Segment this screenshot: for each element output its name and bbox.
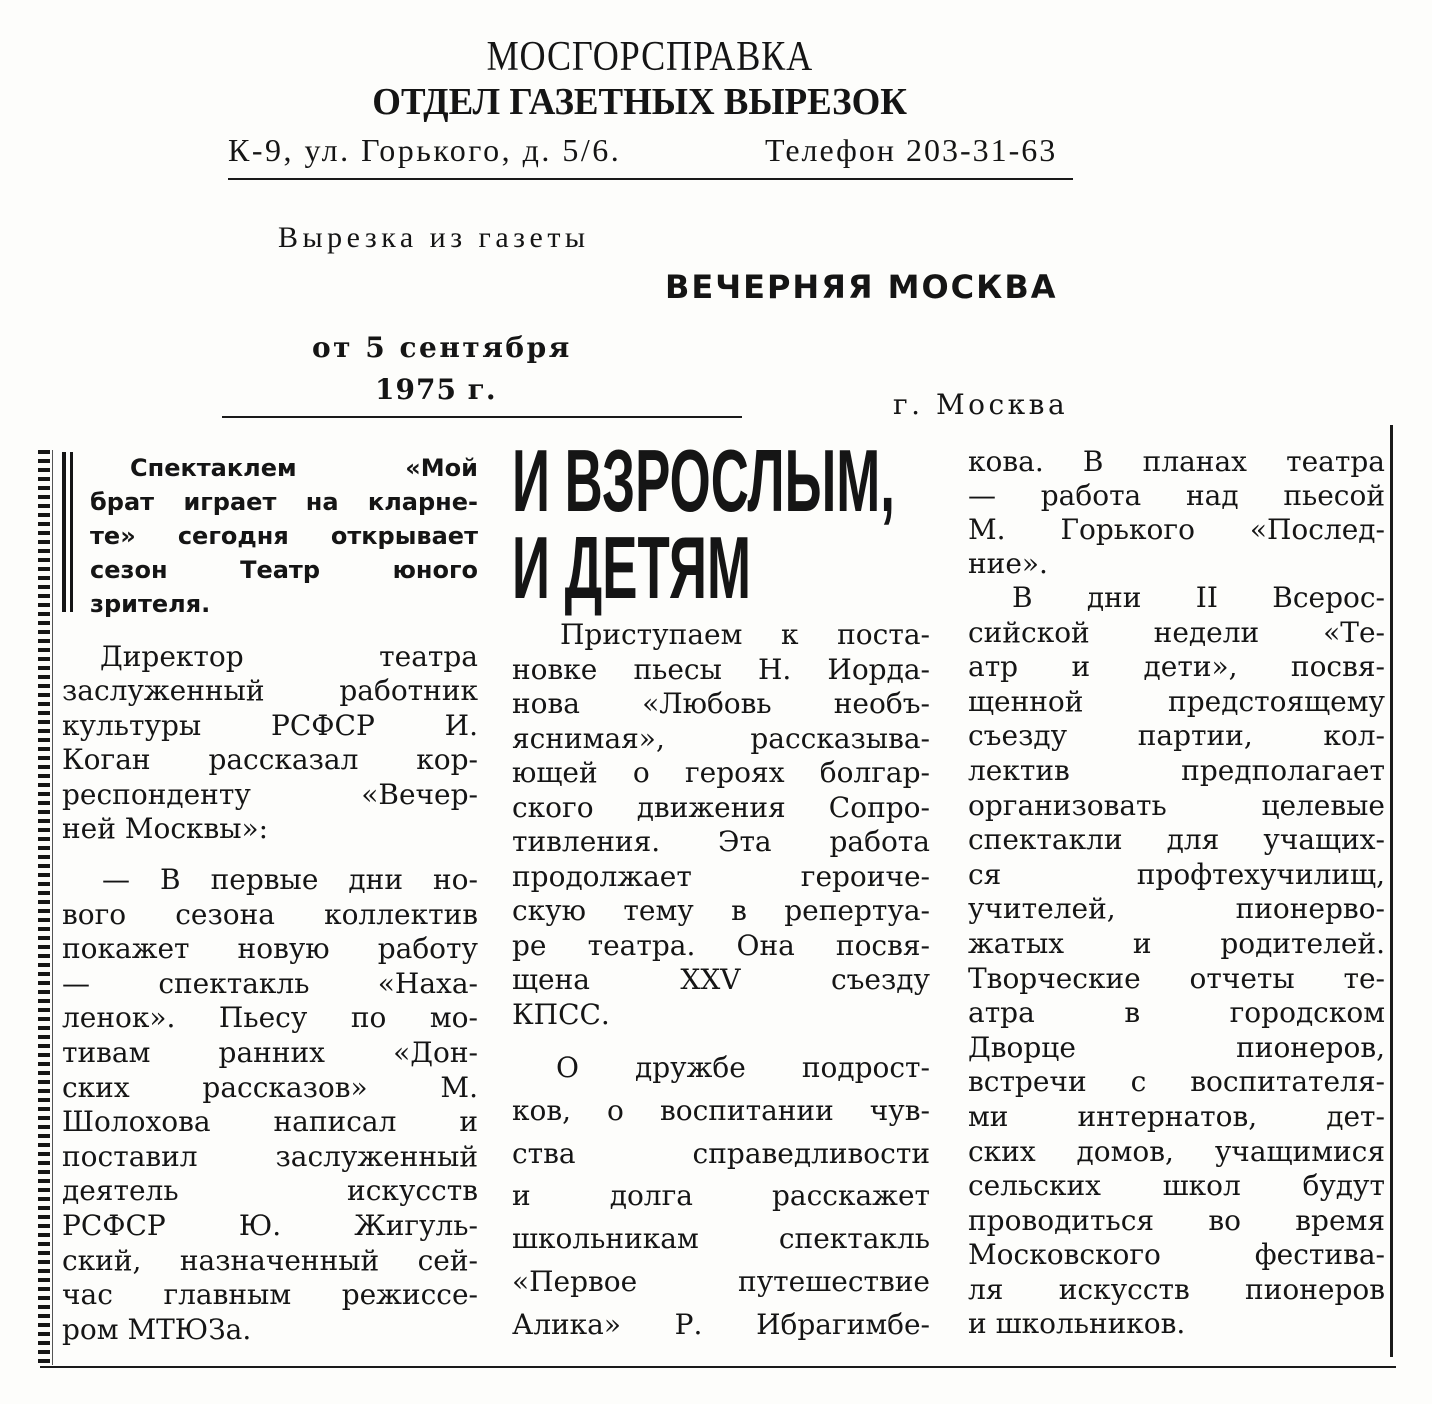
body-text-line: ских домов, учащимися — [968, 1134, 1385, 1168]
body-text-line: ром МТЮЗа. — [62, 1312, 252, 1346]
body-text-line: съезду партии, кол- — [968, 719, 1385, 753]
body-text-line: кова. В планах театра — [968, 445, 1385, 478]
body-text-line: час главным режиссе- — [62, 1278, 478, 1312]
body-text-line: Творческие отчеты те- — [968, 961, 1385, 995]
body-text-line: ней Москвы»: — [62, 811, 269, 845]
body-text-line: В дни II Всерос- — [1012, 581, 1385, 614]
body-text-line: ние». — [968, 547, 1048, 580]
body-text-line: Дворце пионеров, — [968, 1030, 1385, 1064]
paragraph — [512, 618, 930, 1032]
body-text-line: Московского фестива- — [968, 1238, 1385, 1272]
text-column-1 — [62, 0, 478, 1404]
text-column-2 — [512, 0, 930, 1404]
body-text-line: — В первые дни но- — [102, 863, 478, 896]
body-text-line: тивам ранних «Дон- — [62, 1035, 478, 1069]
body-text-line: КПСС. — [512, 997, 610, 1031]
paragraph — [62, 640, 478, 846]
body-text-line: ля искусств пионеров — [968, 1272, 1385, 1306]
paragraph — [512, 1047, 930, 1347]
body-text-line: заслуженный работник — [62, 674, 478, 708]
body-text-line: проводиться во время — [968, 1203, 1385, 1237]
body-text-line: сельских школ будут — [968, 1169, 1385, 1203]
cut-edge-right — [1390, 425, 1393, 1357]
body-text-line: Коган рассказал кор- — [62, 743, 478, 777]
body-text-line: поставил заслуженный — [62, 1139, 478, 1173]
body-text-line: организовать целевые — [968, 788, 1385, 822]
body-text-line: тивления. Эта работа — [512, 825, 930, 858]
body-text-line: учителей, пионерво- — [968, 892, 1385, 926]
body-text-line: Приступаем к поста- — [560, 618, 930, 651]
body-text-line: школьникам спектакль — [512, 1222, 930, 1256]
body-text-line: жатых и родителей. — [968, 926, 1385, 960]
phone-number: Телефон 203-31-63 — [765, 132, 1058, 168]
body-text-line: ми интернатов, дет- — [968, 1099, 1385, 1133]
body-text-line: атра в городском — [968, 996, 1385, 1030]
text-column-3 — [968, 0, 1385, 1404]
address: К-9, ул. Горького, д. 5/6. — [228, 132, 622, 168]
lead-line: сезон Театр юного — [90, 556, 478, 584]
city: г. Москва — [893, 388, 1069, 421]
body-text-line: ся профтехучилищ, — [968, 857, 1385, 891]
body-text-line: атр и дети», посвя- — [968, 650, 1385, 684]
body-text-line: и долга расскажет — [512, 1179, 930, 1213]
department-name-text: ОТДЕЛ ГАЗЕТНЫХ ВЫРЕЗОК — [372, 81, 908, 123]
lead-line: зрителя. — [90, 590, 211, 618]
lead-line: брат играет на кларне- — [90, 488, 478, 516]
body-text-line: ленок». Пьесу по мо- — [62, 1001, 478, 1035]
body-text-line: спектакли для учащих- — [968, 823, 1385, 857]
body-text-line: лектив предполагает — [968, 753, 1385, 787]
body-text-line: — спектакль «Наха- — [62, 966, 478, 1000]
body-text-line: яснимая», рассказыва- — [512, 721, 930, 755]
paragraph — [62, 863, 478, 1347]
body-text-line: встречи с воспитателя- — [968, 1065, 1385, 1099]
body-text-line: ков, о воспитании чув- — [512, 1093, 930, 1127]
body-text-line: скую тему в репертуа- — [512, 894, 930, 927]
lead-line: те» сегодня открывает — [90, 522, 478, 550]
headline-text: И ДЕТЯМ — [512, 518, 751, 617]
body-text-line: ский, назначенный сей- — [62, 1243, 478, 1277]
issue-year: 1975 г. — [375, 373, 497, 406]
body-text-line: деятель искусств — [62, 1174, 478, 1208]
body-text-line: М. Горького «Послед- — [968, 513, 1385, 546]
body-text-line: щенной предстоящему — [968, 684, 1385, 718]
body-text-line: РСФСР Ю. Жигуль- — [62, 1208, 478, 1242]
body-text-line: культуры РСФСР И. — [62, 708, 478, 742]
body-text-line: ского движения Сопро- — [512, 790, 930, 824]
body-text-line: нова «Любовь необъ- — [512, 687, 930, 720]
body-text-line: — работа над пьесой — [968, 479, 1385, 512]
body-text-line: «Первое путешествие — [512, 1264, 930, 1298]
perforated-edge-line — [52, 450, 53, 1365]
body-text-line: ющей о героях болгар- — [512, 756, 930, 789]
agency-name-text: МОСГОРСПРАВКА — [486, 34, 814, 80]
body-text-line: щена XXV съезду — [512, 963, 930, 996]
body-text-line: новке пьесы Н. Иорда- — [512, 652, 930, 686]
body-text-line: покажет новую работу — [62, 932, 478, 966]
body-text-line: О дружбе подрост- — [556, 1051, 930, 1084]
perforated-edge — [38, 450, 50, 1365]
body-text-line: ских рассказов» М. — [62, 1070, 478, 1104]
paragraph — [968, 581, 1385, 1342]
body-text-line: Алика» Р. Ибрагимбе- — [512, 1307, 930, 1341]
newspaper-name: ВЕЧЕРНЯЯ МОСКВА — [665, 268, 1058, 306]
lead-line: Спектаклем «Мой — [130, 454, 478, 482]
body-text-line: ства справедливости — [512, 1136, 930, 1170]
body-text-line: продолжает героиче- — [512, 859, 930, 893]
issue-date: от 5 сентября — [312, 331, 572, 364]
paragraph — [968, 445, 1385, 581]
body-text-line: респонденту «Вечер- — [62, 777, 478, 811]
body-text-line: ре театра. Она посвя- — [512, 928, 930, 962]
body-text-line: Шолохова написал и — [62, 1105, 478, 1139]
body-text-line: вого сезона коллектив — [62, 897, 478, 931]
headline-text: И ВЗРОСЛЫМ, — [512, 431, 895, 530]
source-label: Вырезка из газеты — [278, 221, 590, 254]
body-text-line: и школьников. — [968, 1307, 1186, 1341]
body-text-line: Директор театра — [100, 640, 478, 673]
body-text-line: сийской недели «Те- — [968, 615, 1385, 649]
